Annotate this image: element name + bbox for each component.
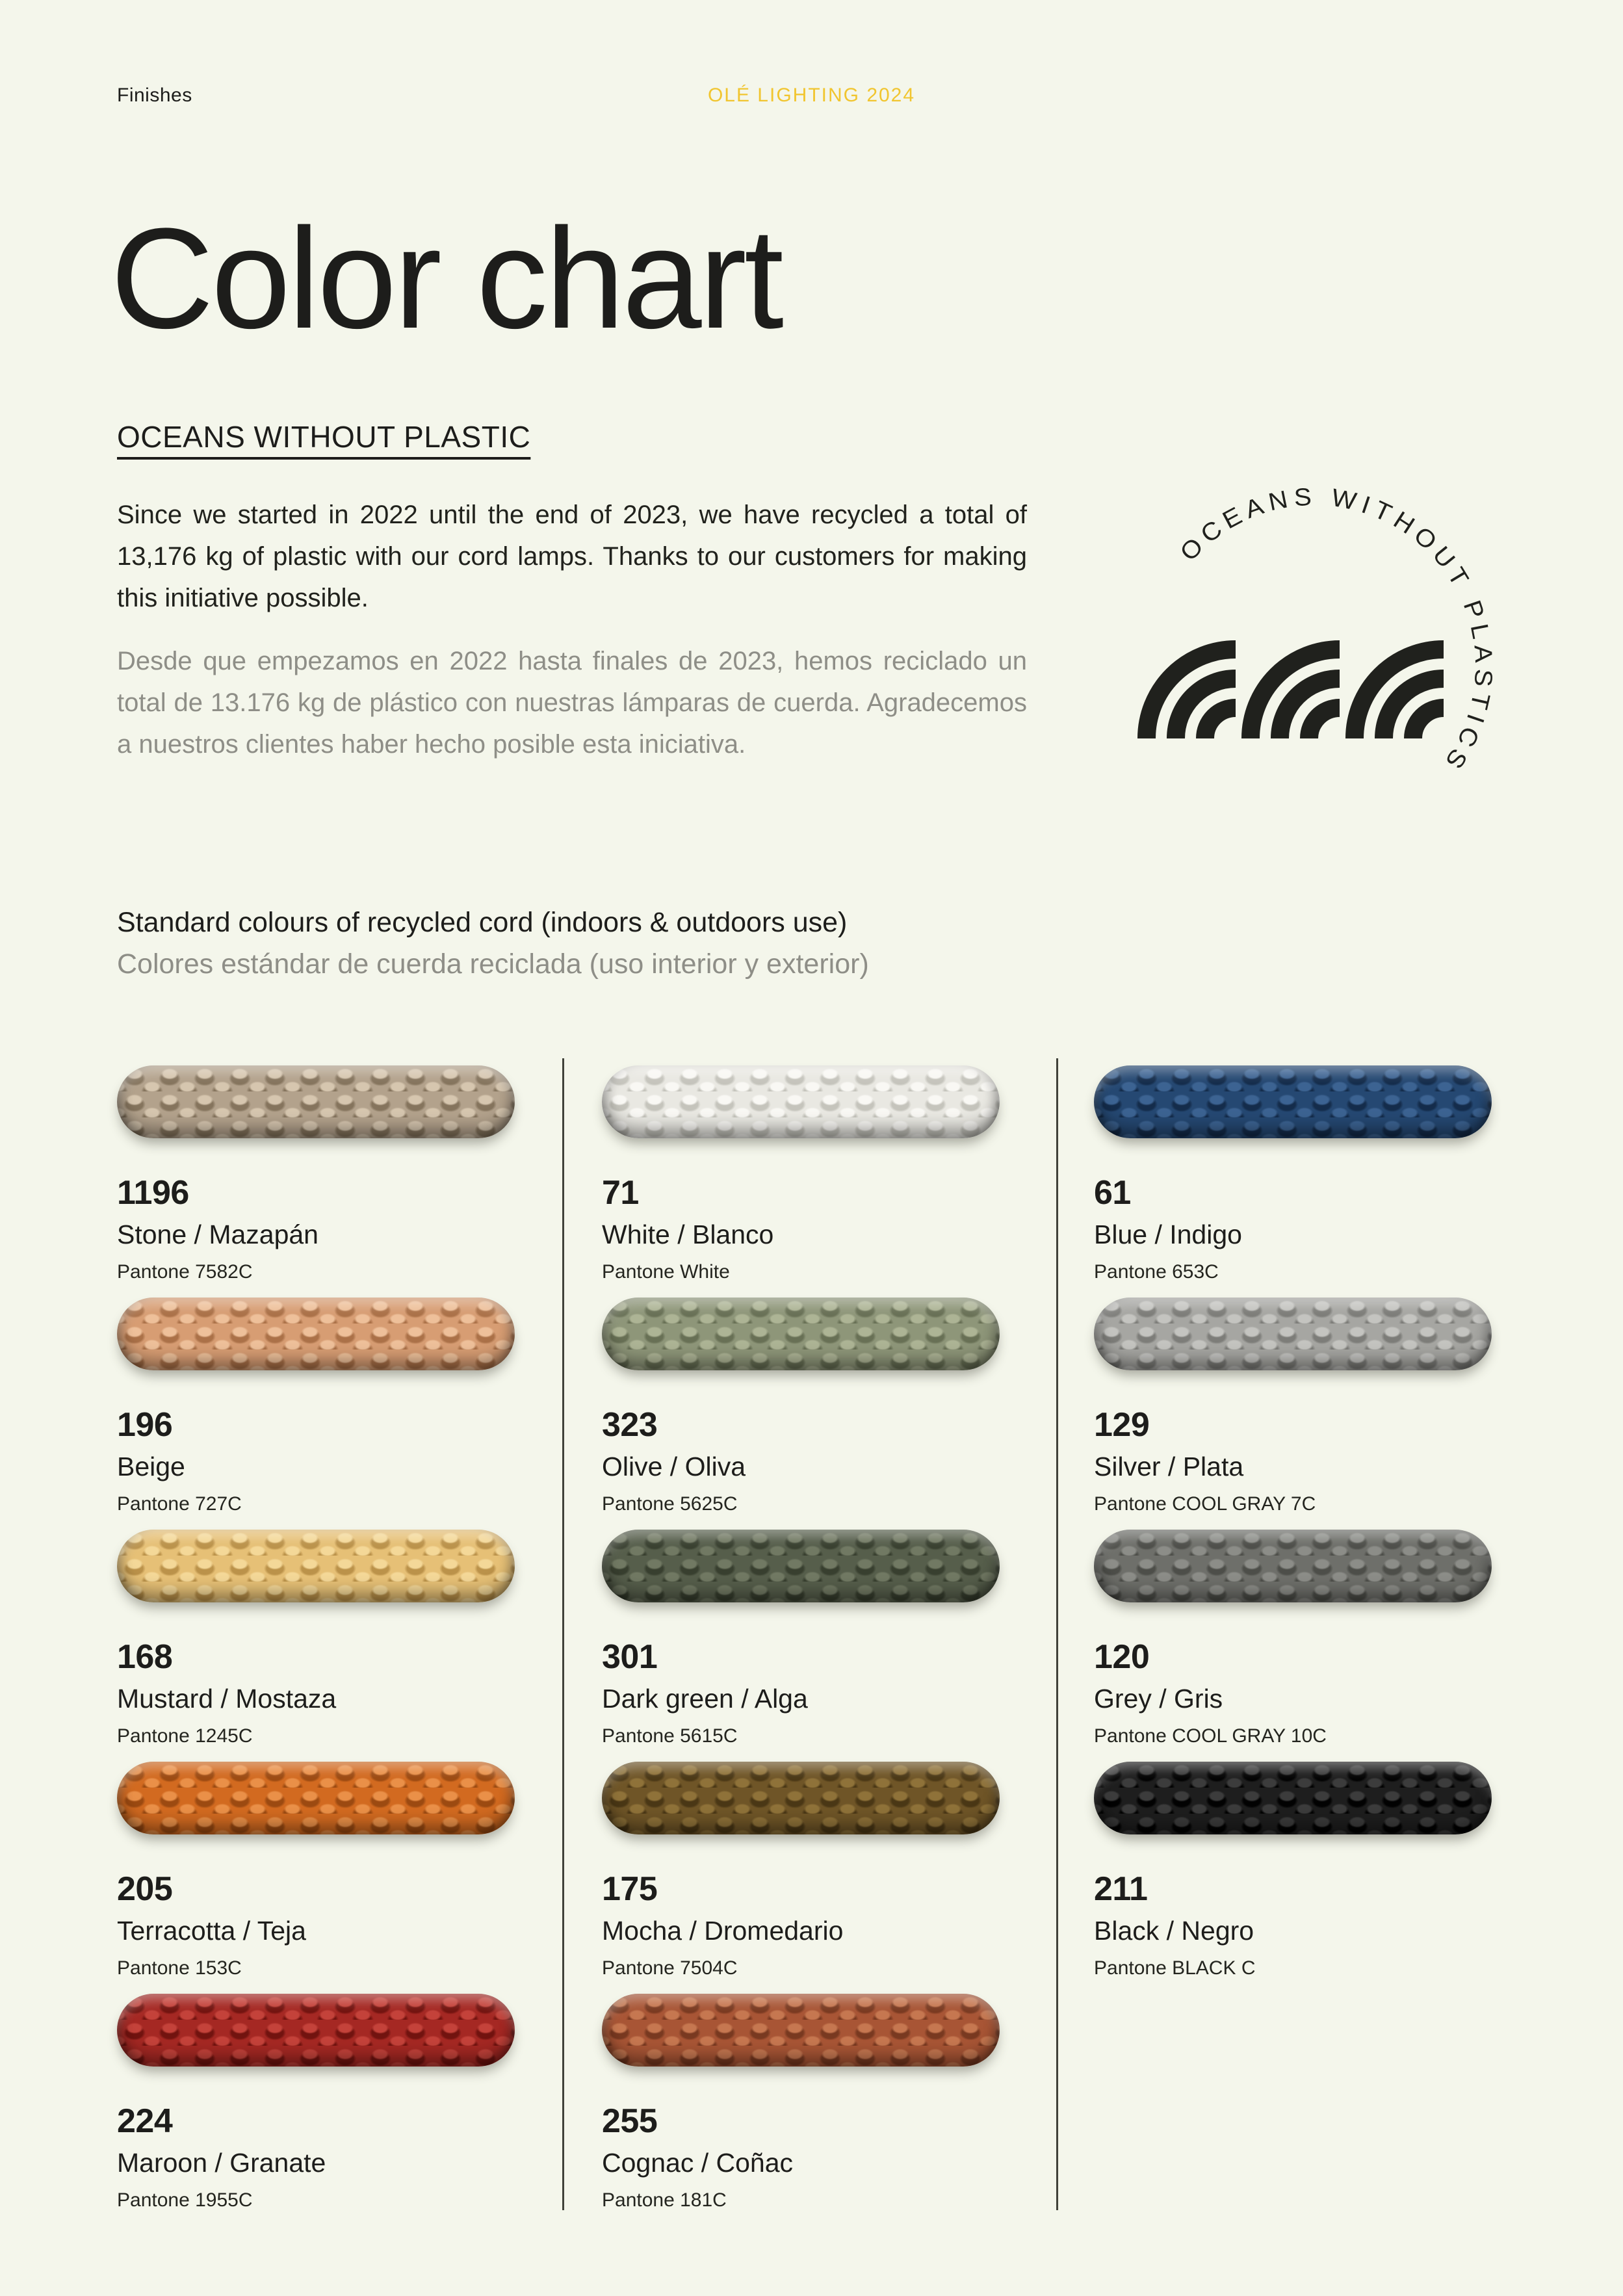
swatch-name: Grey / Gris [1094,1683,1223,1714]
swatch-code: 196 [117,1406,173,1444]
swatch-code: 168 [117,1638,173,1676]
swatch-cell [602,1298,1021,1516]
swatch-code: 205 [117,1870,173,1908]
swatch-code: 129 [1094,1406,1150,1444]
cord-swatch [602,1762,1000,1834]
swatch-code: 1196 [117,1174,189,1212]
swatch-cell [117,1530,536,1748]
cord-swatch [602,1065,1000,1138]
swatch-name: Terracotta / Teja [117,1915,306,1946]
cord-swatch [602,1994,1000,2067]
swatch-cell [602,1994,1021,2212]
swatch-pantone: Pantone COOL GRAY 10C [1094,1725,1327,1747]
page-section-label: Finishes [117,85,192,106]
swatch-name: Blue / Indigo [1094,1219,1242,1249]
swatch-pantone: Pantone COOL GRAY 7C [1094,1493,1316,1515]
oceans-without-plastics-badge [1123,478,1506,842]
badge-arc-text: OCEANS WITHOUT PLASTICS [1175,483,1498,777]
initiative-heading: OCEANS WITHOUT PLASTIC [117,420,531,454]
swatch-code: 255 [602,2102,658,2140]
swatch-name: Olive / Oliva [602,1451,746,1481]
cord-swatch [117,1065,515,1138]
swatch-cell [1094,1298,1513,1516]
intro-paragraph-es: Desde que empezamos en 2022 hasta finales de 2023, hemos reciclado un total de 13.176 kg de plástico con nuestras lámparas de cuerda. Agradecemos a nuestros clientes haber hecho posible esta iniciativa. [117,647,1027,759]
swatch-pantone: Pantone 7504C [602,1957,738,1979]
page-title: Color chart [110,198,781,358]
swatch-section-heading-en: Standard colours of recycled cord (indoors & outdoors use) [117,907,848,938]
swatch-code: 211 [1094,1870,1148,1908]
swatch-cell [602,1065,1021,1284]
swatch-pantone: Pantone BLACK C [1094,1957,1256,1979]
swatch-cell [602,1762,1021,1980]
swatch-name: Mustard / Mostaza [117,1683,337,1714]
swatch-pantone: Pantone 181C [602,2189,727,2211]
swatch-cell [1094,1762,1513,1980]
swatch-code: 224 [117,2102,173,2140]
swatch-name: Dark green / Alga [602,1683,808,1714]
swatch-cell [117,1994,536,2212]
cord-swatch [117,1530,515,1602]
swatch-code: 323 [602,1406,658,1444]
swatch-section-heading-es: Colores estándar de cuerda reciclada (uso interior y exterior) [117,948,869,980]
swatch-code: 120 [1094,1638,1150,1676]
cord-swatch [1094,1530,1492,1602]
cord-swatch [602,1530,1000,1602]
swatch-pantone: Pantone 7582C [117,1260,253,1283]
swatch-code: 301 [602,1638,658,1676]
swatch-pantone: Pantone 153C [117,1957,242,1979]
swatch-name: Stone / Mazapán [117,1219,318,1249]
swatch-name: Silver / Plata [1094,1451,1244,1481]
swatch-cell [1094,1530,1513,1748]
swatch-pantone: Pantone White [602,1260,730,1283]
swatch-name: Black / Negro [1094,1915,1254,1946]
cord-swatch [1094,1065,1492,1138]
swatch-cell [117,1762,536,1980]
swatch-code: 61 [1094,1174,1131,1212]
cord-swatch [602,1298,1000,1370]
swatch-pantone: Pantone 1955C [117,2189,253,2211]
swatch-code: 71 [602,1174,639,1212]
column-divider [562,1058,564,2210]
swatch-pantone: Pantone 653C [1094,1260,1219,1283]
swatch-pantone: Pantone 1245C [117,1725,253,1747]
cord-swatch [1094,1298,1492,1370]
swatch-pantone: Pantone 5615C [602,1725,738,1747]
swatch-name: Cognac / Coñac [602,2147,794,2178]
cord-swatch [117,1762,515,1834]
swatch-cell [117,1298,536,1516]
swatch-code: 175 [602,1870,658,1908]
swatch-pantone: Pantone 5625C [602,1493,738,1515]
swatch-pantone: Pantone 727C [117,1493,242,1515]
swatch-name: Mocha / Dromedario [602,1915,844,1946]
swatch-cell [602,1530,1021,1748]
swatch-name: Beige [117,1451,185,1481]
swatch-cell [117,1065,536,1284]
cord-swatch [117,1298,515,1370]
swatch-name: White / Blanco [602,1219,774,1249]
cord-swatch [1094,1762,1492,1834]
column-divider [1056,1058,1058,2210]
swatch-cell [1094,1065,1513,1284]
wave-arcs-icon [1147,649,1444,738]
catalog-title: OLÉ LIGHTING 2024 [707,85,916,106]
intro-paragraph-en: Since we started in 2022 until the end of 2023, we have recycled a total of 13,176 kg of plastic with our cord lamps. Thanks to our customers for making this initiative possible. [117,501,1027,612]
cord-swatch [117,1994,515,2067]
swatch-name: Maroon / Granate [117,2147,326,2178]
badge-svg [1123,478,1506,842]
